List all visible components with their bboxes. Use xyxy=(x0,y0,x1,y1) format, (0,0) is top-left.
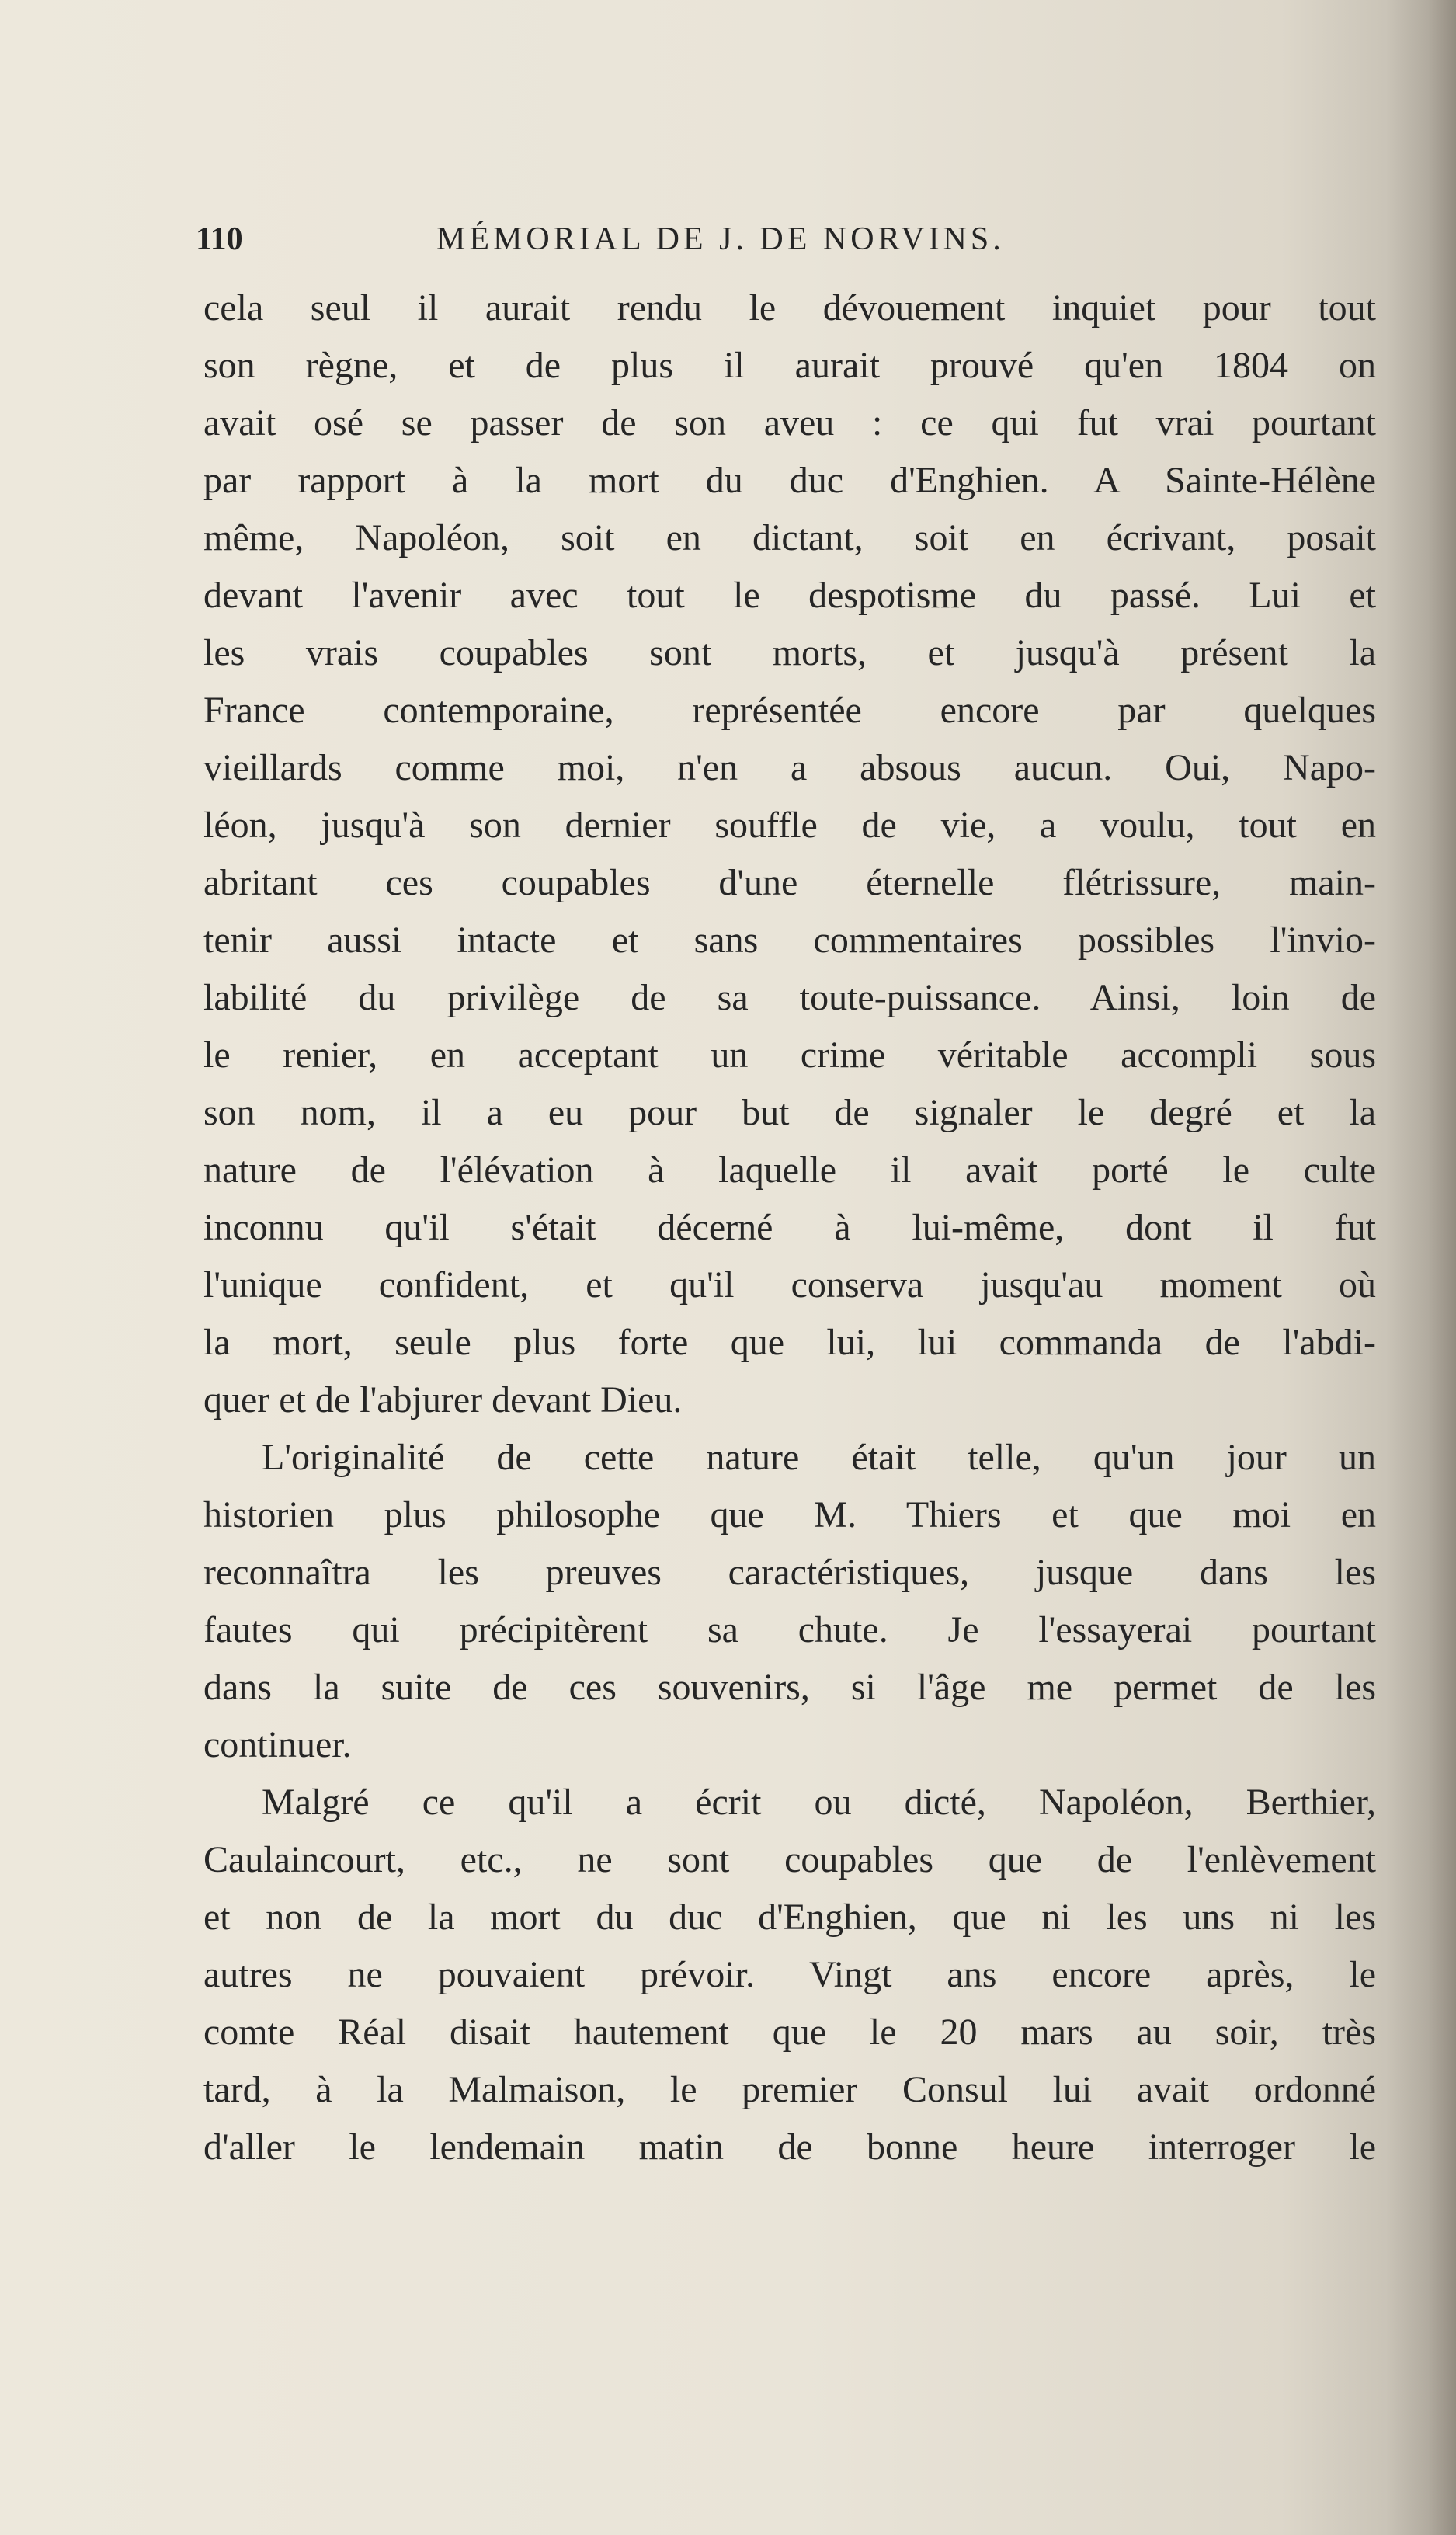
text-line: abritant ces coupables d'une éternelle flétrissure, main- xyxy=(203,862,1376,903)
page-gutter-shadow xyxy=(1386,0,1456,2535)
text-line: France contemporaine, représentée encore par quelques xyxy=(203,690,1376,731)
text-line: Caulaincourt, etc., ne sont coupables que de l'enlèvement xyxy=(203,1839,1376,1880)
page-number: 110 xyxy=(196,221,243,257)
text-line: et non de la mort du duc d'Enghien, que ni les uns ni les xyxy=(203,1897,1376,1938)
text-line: historien plus philosophe que M. Thiers et que moi en xyxy=(203,1494,1376,1535)
text-line: tenir aussi intacte et sans commentaires possibles l'invio- xyxy=(203,920,1376,961)
text-line: d'aller le lendemain matin de bonne heure interroger le xyxy=(203,2126,1376,2168)
text-line: dans la suite de ces souvenirs, si l'âge me permet de les xyxy=(203,1667,1376,1708)
text-line: autres ne pouvaient prévoir. Vingt ans encore après, le xyxy=(203,1954,1376,1995)
text-line: vieillards comme moi, n'en a absous aucun. Oui, Napo- xyxy=(203,747,1376,788)
text-line: quer et de l'abjurer devant Dieu. xyxy=(203,1379,683,1421)
text-line: léon, jusqu'à son dernier souffle de vie, a voulu, tout en xyxy=(203,805,1376,846)
text-line: inconnu qu'il s'était décerné à lui-même, dont il fut xyxy=(203,1207,1376,1248)
running-title: MÉMORIAL DE J. DE NORVINS. xyxy=(436,221,1005,257)
text-line: son règne, et de plus il aurait prouvé qu'en 1804 on xyxy=(203,345,1376,386)
text-line: fautes qui précipitèrent sa chute. Je l'essayerai pourtant xyxy=(203,1609,1376,1650)
text-line: cela seul il aurait rendu le dévouement inquiet pour tout xyxy=(203,287,1376,329)
text-line: devant l'avenir avec tout le despotisme du passé. Lui et xyxy=(203,575,1376,616)
text-line: l'unique confident, et qu'il conserva jusqu'au moment où xyxy=(203,1264,1376,1306)
text-line: reconnaîtra les preuves caractéristiques, jusque dans les xyxy=(203,1552,1376,1593)
text-line: avait osé se passer de son aveu : ce qui fut vrai pourtant xyxy=(203,402,1376,443)
text-line: par rapport à la mort du duc d'Enghien. A Sainte-Hélène xyxy=(203,460,1376,501)
text-line: la mort, seule plus forte que lui, lui commanda de l'abdi- xyxy=(203,1322,1376,1363)
body-text xyxy=(203,280,1376,2176)
text-line: le renier, en acceptant un crime véritable accompli sous xyxy=(203,1035,1376,1076)
text-line: L'originalité de cette nature était telle, qu'un jour un xyxy=(262,1437,1376,1478)
text-line: tard, à la Malmaison, le premier Consul lui avait ordonné xyxy=(203,2069,1376,2110)
text-line: continuer. xyxy=(203,1724,352,1765)
text-line: Malgré ce qu'il a écrit ou dicté, Napoléon, Berthier, xyxy=(262,1782,1376,1823)
text-line: son nom, il a eu pour but de signaler le degré et la xyxy=(203,1092,1376,1133)
text-line: labilité du privilège de sa toute-puissance. Ainsi, loin de xyxy=(203,977,1376,1018)
page-header xyxy=(196,216,1345,263)
text-line: comte Réal disait hautement que le 20 mars au soir, très xyxy=(203,2012,1376,2053)
text-line: nature de l'élévation à laquelle il avait porté le culte xyxy=(203,1149,1376,1191)
text-line: les vrais coupables sont morts, et jusqu'à présent la xyxy=(203,632,1376,673)
text-line: même, Napoléon, soit en dictant, soit en écrivant, posait xyxy=(203,517,1376,558)
